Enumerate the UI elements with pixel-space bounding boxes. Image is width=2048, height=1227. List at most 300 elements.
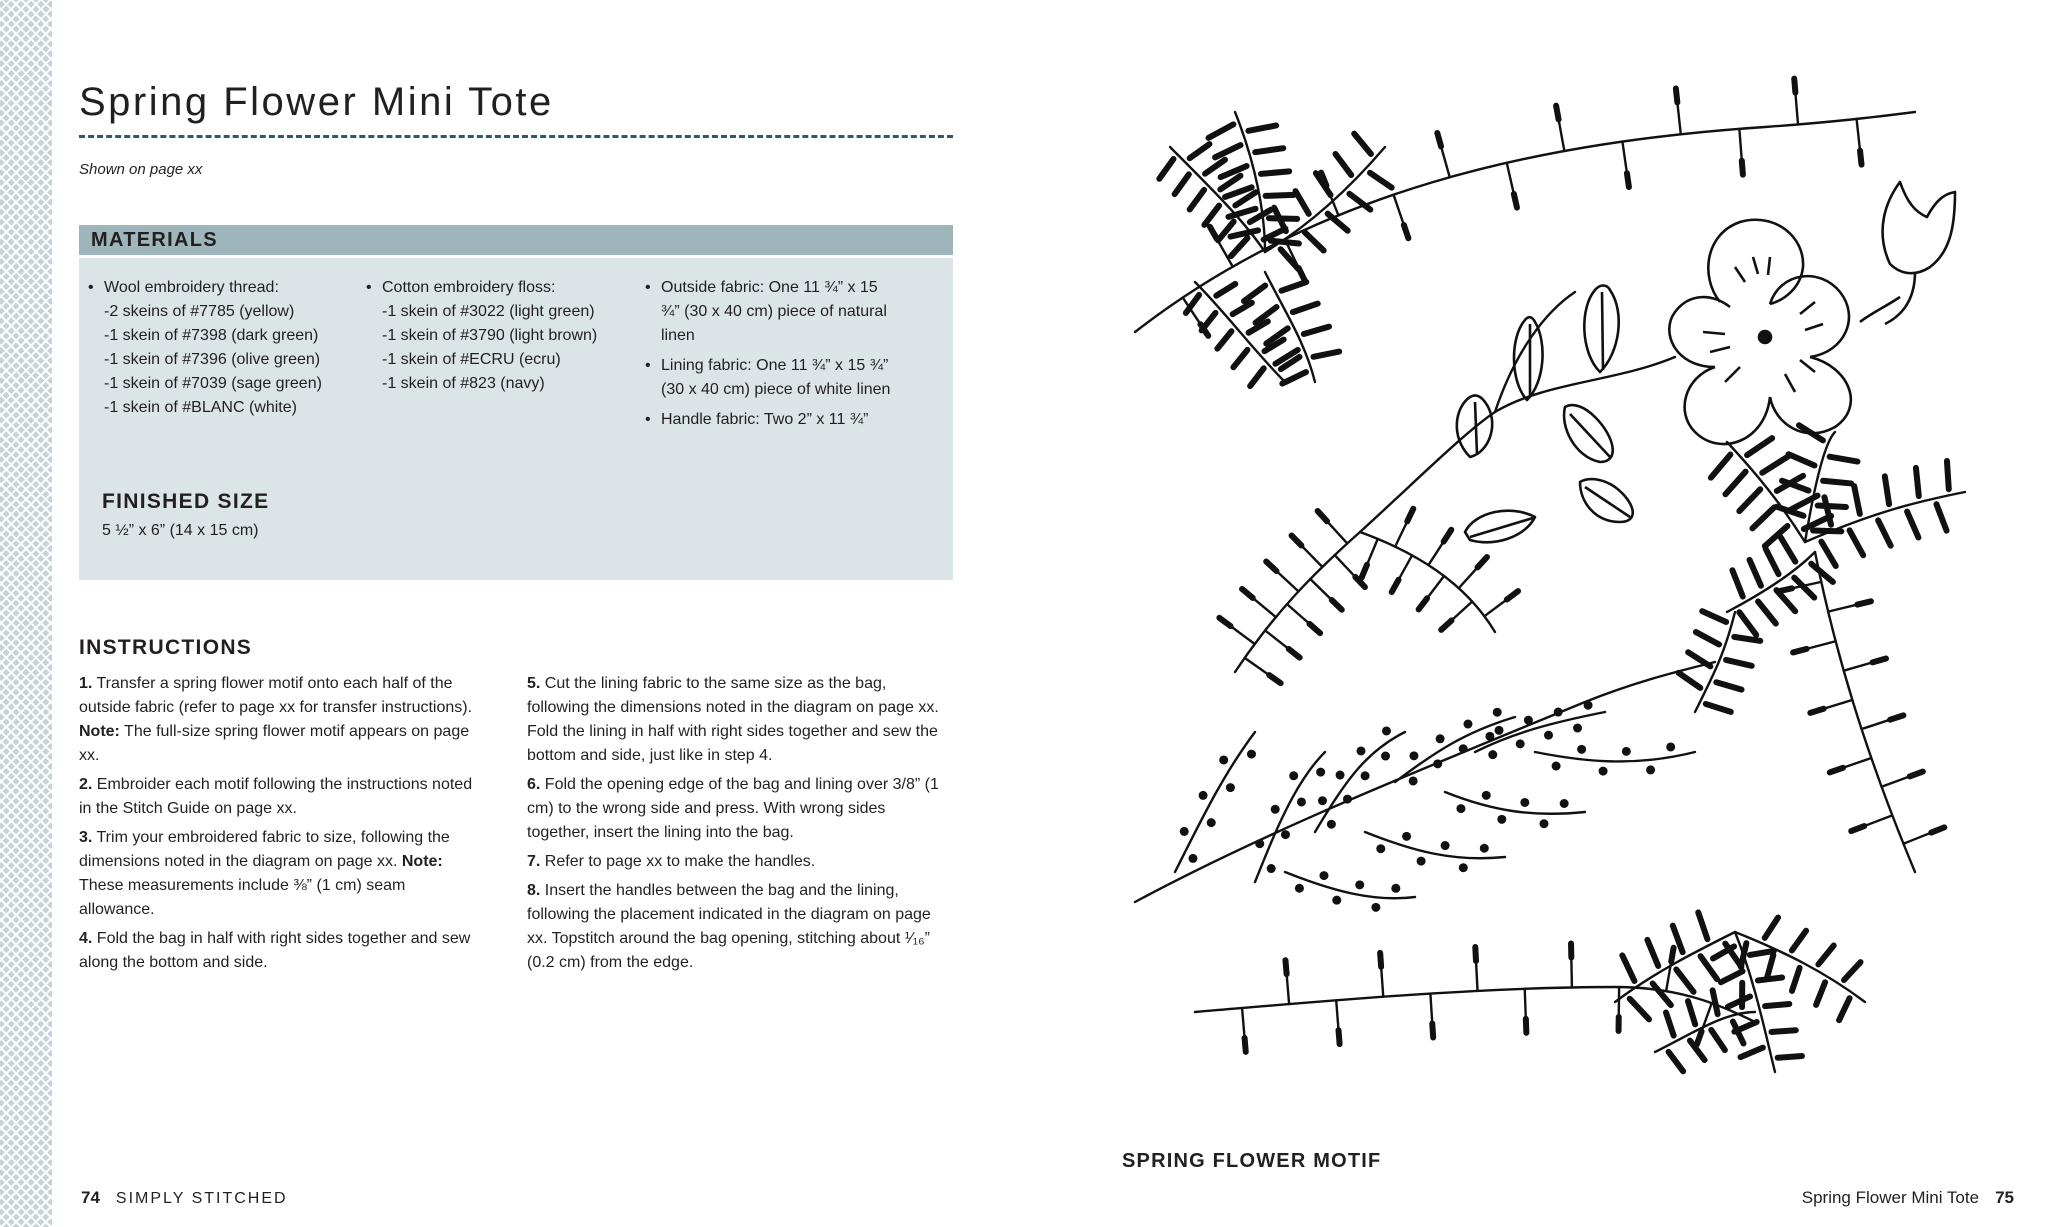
- motif-dash: [1810, 709, 1823, 713]
- motif-berry: [1271, 805, 1280, 814]
- motif-dash: [1255, 148, 1283, 152]
- materials-subitem: -1 skein of #3022 (light green): [382, 303, 595, 320]
- motif-stem: [1475, 712, 1605, 752]
- motif-dash: [1354, 134, 1371, 154]
- motif-dash: [1475, 947, 1476, 961]
- motif-dash: [1630, 999, 1649, 1020]
- finished-size-value: 5 ½” x 6” (14 x 15 cm): [102, 522, 259, 539]
- motif-dash: [1890, 715, 1903, 719]
- motif-dash: [1285, 960, 1286, 974]
- motif-dash: [1765, 918, 1778, 938]
- motif-dash: [1739, 489, 1760, 511]
- motif-berry: [1382, 726, 1391, 735]
- motif-stem: [1857, 119, 1860, 151]
- motif-stem: [1242, 1008, 1245, 1038]
- motif-berry: [1539, 819, 1548, 828]
- motif-dash: [1739, 612, 1756, 635]
- step-number: 4.: [79, 930, 93, 947]
- motif-caption: SPRING FLOWER MOTIF: [1122, 1150, 1382, 1172]
- motif-dash: [1860, 151, 1862, 165]
- materials-item: [366, 276, 636, 396]
- motif-dash: [1830, 457, 1858, 462]
- instruction-step: [527, 850, 947, 874]
- motif-dash: [1362, 565, 1367, 578]
- motif-dash: [1269, 675, 1280, 683]
- motif-stem: [1441, 146, 1450, 177]
- step-number: 3.: [79, 829, 93, 846]
- motif-dash: [1676, 88, 1677, 102]
- step-text: Cut the lining fabric to the same size as the bag, following the dimensions noted in the diagram on page xx. Fold the lining in half with right sides together and sew the bottom and side, just like in step 4.: [527, 675, 939, 764]
- motif-dash: [1910, 772, 1923, 777]
- motif-dash: [1873, 659, 1886, 663]
- motif-stem: [1427, 576, 1444, 598]
- step-note-label: Note:: [79, 723, 120, 740]
- materials-subitem: -1 skein of #7398 (dark green): [104, 327, 319, 344]
- motif-dash: [1627, 173, 1629, 187]
- motif-dash: [1854, 486, 1860, 514]
- motif-stem: [1310, 579, 1331, 600]
- motif-dash: [1697, 1031, 1702, 1044]
- instruction-step: [79, 672, 479, 768]
- materials-subitems: [104, 300, 358, 420]
- step-text: Transfer a spring flower motif onto each half of the outside fabric (refer to page xx for transfer instructions).: [79, 675, 473, 716]
- motif-dash: [1688, 652, 1710, 666]
- motif-berry: [1441, 841, 1450, 850]
- motif-stem: [1795, 93, 1798, 125]
- motif-dash: [1752, 507, 1774, 528]
- motif-berry: [1267, 864, 1276, 873]
- motif-dash: [1175, 174, 1189, 194]
- motif-dash: [1292, 535, 1302, 545]
- motif-berry: [1371, 903, 1380, 912]
- page-edge-pattern: [0, 0, 52, 1227]
- materials-subitem: -1 skein of #7396 (olive green): [104, 351, 321, 368]
- motif-dash: [1747, 438, 1772, 455]
- motif-dash: [1313, 352, 1339, 357]
- motif-berry: [1343, 795, 1352, 804]
- motif-dash: [1444, 530, 1452, 542]
- step-number: 2.: [79, 776, 93, 793]
- motif-berry: [1357, 746, 1366, 755]
- materials-item-text: • Cotton embroidery floss:: [382, 279, 556, 296]
- motif-dash: [1793, 649, 1807, 653]
- motif-dash: [1310, 624, 1321, 633]
- motif-berry: [1459, 744, 1468, 753]
- motif-berry: [1376, 844, 1385, 853]
- motif-berry: [1409, 776, 1418, 785]
- motif-dash: [1728, 996, 1750, 1006]
- motif-dash: [1441, 620, 1451, 629]
- motif-stem: [1882, 776, 1910, 786]
- motif-stem: [1287, 974, 1289, 1004]
- motif-dash: [1261, 171, 1289, 174]
- motif-stem: [1395, 521, 1407, 546]
- motif-dash: [1507, 591, 1518, 599]
- motif-dash: [1947, 461, 1949, 489]
- step-number: 8.: [527, 882, 541, 899]
- motif-berry: [1573, 724, 1582, 733]
- motif-dash: [1622, 955, 1634, 981]
- motif-dash: [1713, 990, 1718, 1014]
- motif-dash: [1204, 206, 1219, 225]
- motif-stem: [1862, 720, 1891, 729]
- motif-dash: [1850, 530, 1864, 555]
- motif-dash: [1266, 195, 1294, 196]
- motif-dash: [1556, 106, 1559, 120]
- motif-berry: [1666, 742, 1675, 751]
- motif-dash: [1231, 238, 1247, 256]
- motif-stem: [1507, 163, 1514, 194]
- motif-dash: [1851, 826, 1864, 831]
- materials-heading: MATERIALS: [91, 229, 218, 251]
- motif-dash: [1242, 589, 1253, 598]
- motif-dash: [1210, 227, 1217, 239]
- title-dashed-rule: [79, 135, 953, 138]
- oval-leaves: [1457, 286, 1633, 543]
- motif-berry: [1319, 871, 1328, 880]
- motif-dash: [1758, 602, 1776, 624]
- motif-stem: [1265, 147, 1385, 252]
- motif-dash: [1219, 618, 1230, 626]
- footer-right: [1802, 1188, 2014, 1208]
- motif-dash: [1217, 331, 1231, 348]
- motif-dash: [1404, 225, 1409, 238]
- motif-stem: [1559, 119, 1565, 150]
- motif-dashes: [1159, 79, 1948, 1072]
- motif-stem: [1807, 641, 1836, 649]
- motif-berry: [1188, 854, 1197, 863]
- motif-stem: [1864, 815, 1892, 826]
- motif-dash: [1432, 1024, 1433, 1038]
- motif-stem: [1381, 967, 1383, 997]
- book-title-footer: SIMPLY STITCHED: [115, 1190, 288, 1207]
- materials-subitems: [382, 300, 636, 396]
- motif-dash: [1916, 468, 1919, 496]
- motif-dash: [1392, 580, 1399, 592]
- motif-berry: [1495, 726, 1504, 735]
- motif-dash: [1726, 660, 1752, 666]
- motif-dash: [1772, 1030, 1796, 1032]
- motif-dash: [1885, 476, 1889, 504]
- motif-stem: [1253, 598, 1276, 617]
- materials-column-2: [366, 276, 636, 402]
- motif-stem: [1484, 599, 1506, 616]
- instructions-heading: INSTRUCTIONS: [79, 636, 253, 659]
- motif-dash: [1295, 191, 1308, 214]
- motif-dash: [1823, 481, 1851, 484]
- step-note-label: Note:: [401, 853, 443, 870]
- motif-berry: [1318, 796, 1327, 805]
- motif-dash: [1209, 124, 1234, 137]
- instruction-step: [527, 773, 947, 845]
- step-text: These measurements include ⅜” (1 cm) seam allowance.: [79, 877, 406, 918]
- motif-dash: [1215, 145, 1240, 157]
- motif-berry: [1295, 884, 1304, 893]
- motif-dash: [1844, 962, 1861, 980]
- materials-item: • Outside fabric: One 11 ¾” x 15 ¾” (30 x 40 cm) piece of natural linen: [645, 276, 900, 348]
- motif-berry: [1327, 820, 1336, 829]
- motif-dash: [1830, 768, 1843, 773]
- motif-stem: [1367, 539, 1378, 565]
- motif-dash: [1778, 1056, 1802, 1058]
- motif-dash: [1304, 327, 1329, 334]
- motif-stem: [1235, 532, 1360, 672]
- motif-berry: [1381, 752, 1390, 761]
- motif-berry: [1433, 759, 1442, 768]
- motif-berry: [1480, 844, 1489, 853]
- instruction-step: [527, 672, 947, 768]
- motif-berry: [1297, 797, 1306, 806]
- motif-dash: [1282, 372, 1306, 383]
- motif-stem: [1843, 758, 1871, 768]
- motif-dash: [1741, 1048, 1763, 1057]
- motif-dash: [1791, 496, 1818, 510]
- motif-berry: [1355, 880, 1364, 889]
- materials-item: • Lining fabric: One 11 ¾” x 15 ¾” (30 x 40 cm) piece of white linen: [645, 354, 900, 402]
- step-text: Fold the opening edge of the bag and lining over 3/8” (1 cm) to the wrong side and press. With wrong sides together, insert the lining into the bag.: [527, 776, 939, 841]
- motif-dash: [1159, 159, 1173, 179]
- motif-dash: [1792, 968, 1800, 991]
- motif-stem: [1394, 195, 1404, 225]
- motif-stem: [1459, 567, 1478, 588]
- motif-berry: [1336, 771, 1345, 780]
- motif-stem: [1525, 989, 1526, 1019]
- motif-berry: [1520, 798, 1529, 807]
- motif-stem: [1287, 604, 1310, 624]
- motif-berry: [1199, 791, 1208, 800]
- motif-dash: [1407, 509, 1413, 522]
- step-text: Insert the handles between the bag and the lining, following the placement indicated in the diagram on page xx. Topstitch around the bag opening, stitching about ¹⁄₁₆” (0.2 cm) from the edge.: [527, 882, 931, 971]
- motif-berry: [1599, 767, 1608, 776]
- motif-stem: [1335, 555, 1356, 577]
- step-text: Trim your embroidered fabric to size, following the dimensions noted in the diagram on page xx.: [79, 829, 450, 870]
- step-number: 1.: [79, 675, 93, 692]
- motif-berry: [1552, 762, 1561, 771]
- motif-dash: [1857, 601, 1871, 604]
- motif-dash: [1711, 455, 1730, 478]
- motif-dash: [1666, 1013, 1674, 1036]
- motif-dash: [1767, 955, 1773, 978]
- motif-stem: [1828, 605, 1857, 612]
- motif-dash: [1742, 161, 1743, 175]
- motif-stem: [1399, 555, 1413, 579]
- motif-dash: [1816, 982, 1825, 1005]
- motif-stem: [1336, 1000, 1338, 1030]
- motif-dash: [1813, 530, 1841, 531]
- instruction-step: [527, 879, 947, 975]
- motif-dash: [1514, 194, 1517, 208]
- materials-column-1: [88, 276, 358, 426]
- motif-dash: [1766, 549, 1779, 574]
- motif-berry: [1207, 818, 1216, 827]
- step-number: 5.: [527, 675, 541, 692]
- instruction-step: [79, 927, 479, 975]
- motif-dash: [1734, 637, 1760, 641]
- motif-berry: [1459, 863, 1468, 872]
- motif-berry: [1622, 747, 1631, 756]
- motif-berry: [1488, 750, 1497, 759]
- motif-dash: [1248, 125, 1276, 130]
- motif-dash: [1821, 542, 1835, 566]
- materials-header-bar: [79, 225, 953, 255]
- page-number-right: 75: [1995, 1188, 2014, 1207]
- materials-item-text: • Wool embroidery thread:: [104, 279, 279, 296]
- motif-berry: [1456, 804, 1465, 813]
- motif-dash: [1205, 160, 1225, 174]
- motif-berry: [1226, 783, 1235, 792]
- motif-dash: [1789, 454, 1815, 465]
- motif-dash: [1698, 912, 1707, 939]
- motif-stem: [1903, 833, 1931, 844]
- motif-dash: [1332, 600, 1342, 610]
- running-head-footer: Spring Flower Mini Tote: [1801, 1188, 1980, 1207]
- footer-left: [81, 1188, 288, 1208]
- motif-dash: [1437, 133, 1441, 146]
- materials-subitem: -1 skein of #7039 (sage green): [104, 375, 322, 392]
- page-number-left: 74: [81, 1188, 100, 1207]
- step-text: Refer to page xx to make the handles.: [540, 853, 816, 870]
- motif-stem: [1677, 102, 1680, 134]
- motif-stem: [1428, 542, 1443, 566]
- motif-stem: [1301, 545, 1322, 566]
- motif-berry: [1281, 830, 1290, 839]
- motif-berry: [1646, 765, 1655, 774]
- motif-berry: [1436, 734, 1445, 743]
- motif-dash: [1721, 971, 1743, 982]
- motif-dash: [1245, 1038, 1246, 1052]
- motif-stem: [1476, 961, 1478, 991]
- materials-subitem: -2 skeins of #7785 (yellow): [104, 303, 295, 320]
- motif-berry: [1391, 884, 1400, 893]
- motif-berry: [1219, 755, 1228, 764]
- motif-dash: [1750, 560, 1761, 586]
- motif-dash: [1702, 611, 1726, 622]
- motif-dash: [1281, 282, 1306, 291]
- motif-dash: [1725, 472, 1745, 495]
- motif-dash: [1936, 504, 1946, 530]
- motif-flowers-leaves: [1457, 182, 1955, 542]
- motif-dash: [1762, 457, 1788, 473]
- motif-berry: [1180, 827, 1189, 836]
- motif-dash: [1293, 304, 1318, 313]
- motif-stem: [1175, 732, 1255, 872]
- motif-dash: [1839, 998, 1849, 1020]
- page-title: Spring Flower Mini Tote: [79, 80, 554, 124]
- motif-dash: [1305, 232, 1324, 250]
- step-number: 7.: [527, 853, 541, 870]
- motif-dash: [1792, 931, 1806, 951]
- motif-berry: [1524, 716, 1533, 725]
- motif-berry: [1544, 731, 1553, 740]
- motif-stem: [1535, 752, 1695, 761]
- pansy-flower: [1669, 220, 1851, 444]
- motif-stem: [1265, 630, 1289, 649]
- finished-size-heading: FINISHED SIZE: [102, 490, 270, 513]
- motif-dash: [1671, 948, 1673, 962]
- motif-stem: [1276, 571, 1298, 591]
- motif-dash: [1419, 598, 1427, 609]
- motif-berry: [1402, 832, 1411, 841]
- motif-dash: [1907, 512, 1918, 538]
- motif-berry: [1409, 751, 1418, 760]
- motif-dash: [1706, 704, 1731, 712]
- motif-dash: [1781, 537, 1796, 561]
- motif-berry: [1255, 839, 1264, 848]
- motif-dash: [1811, 564, 1833, 582]
- motif-dash: [1818, 946, 1833, 965]
- motif-berry: [1516, 739, 1525, 748]
- motif-dash: [1335, 154, 1351, 175]
- motif-dash: [1716, 682, 1741, 689]
- motif-dash: [1778, 588, 1792, 591]
- motif-berry: [1289, 771, 1298, 780]
- motif-berry: [1482, 791, 1491, 800]
- materials-item: • Handle fabric: Two 2” x 11 ¾”: [645, 408, 900, 432]
- motif-stem: [1327, 521, 1347, 543]
- instruction-step: [79, 826, 479, 922]
- motif-dash: [1794, 79, 1795, 93]
- motif-dash: [1647, 940, 1658, 966]
- motif-dash: [1380, 953, 1381, 967]
- motif-dash: [1250, 368, 1264, 386]
- motif-dash: [1478, 557, 1487, 567]
- motif-stem: [1245, 658, 1270, 675]
- motif-berry: [1361, 771, 1370, 780]
- motif-dash: [1190, 144, 1210, 158]
- motif-dash: [1818, 506, 1846, 508]
- motif-stem: [1430, 994, 1432, 1024]
- motif-dash: [1688, 1001, 1695, 1024]
- motif-dash: [1264, 229, 1286, 240]
- motif-berry: [1485, 732, 1494, 741]
- motif-berry: [1554, 708, 1563, 717]
- motif-dash: [1526, 1019, 1527, 1033]
- motif-dash: [1370, 173, 1392, 188]
- motif-stem: [1622, 141, 1627, 173]
- step-text: Fold the bag in half with right sides together and sew along the bottom and side.: [79, 930, 471, 971]
- instructions-column-2: [527, 672, 947, 980]
- motif-dash: [1233, 303, 1252, 314]
- step-text: The full-size spring flower motif appears on page xx.: [79, 723, 470, 764]
- motif-stem: [1255, 752, 1325, 882]
- motif-dash: [1679, 673, 1701, 688]
- step-number: 6.: [527, 776, 541, 793]
- motif-dash: [1765, 1004, 1789, 1006]
- tulip-bud: [1860, 182, 1955, 324]
- motif-berry: [1332, 896, 1341, 905]
- motif-dash: [1202, 313, 1216, 331]
- motif-stem: [1360, 532, 1495, 632]
- materials-subitem: -1 skein of #ECRU (ecru): [382, 351, 561, 368]
- motif-stem: [1231, 626, 1255, 644]
- shown-on-note: Shown on page xx: [79, 161, 203, 178]
- motif-dash: [1339, 1030, 1340, 1044]
- motif-dash: [1711, 1030, 1725, 1050]
- motif-stems: [1135, 93, 1965, 1072]
- motif-dash: [1696, 632, 1719, 644]
- motif-berry: [1584, 701, 1593, 710]
- instruction-step: [79, 773, 479, 821]
- motif-dash: [1732, 570, 1742, 596]
- instructions-column-1: [79, 672, 479, 980]
- motif-dash: [1271, 241, 1299, 244]
- motif-stem: [1844, 662, 1873, 670]
- motif-dash: [1318, 511, 1327, 521]
- motif-dash: [1233, 350, 1247, 367]
- motif-dash: [1878, 520, 1891, 545]
- motif-berry: [1316, 768, 1325, 777]
- materials-subitem: -1 skein of #BLANC (white): [104, 399, 297, 416]
